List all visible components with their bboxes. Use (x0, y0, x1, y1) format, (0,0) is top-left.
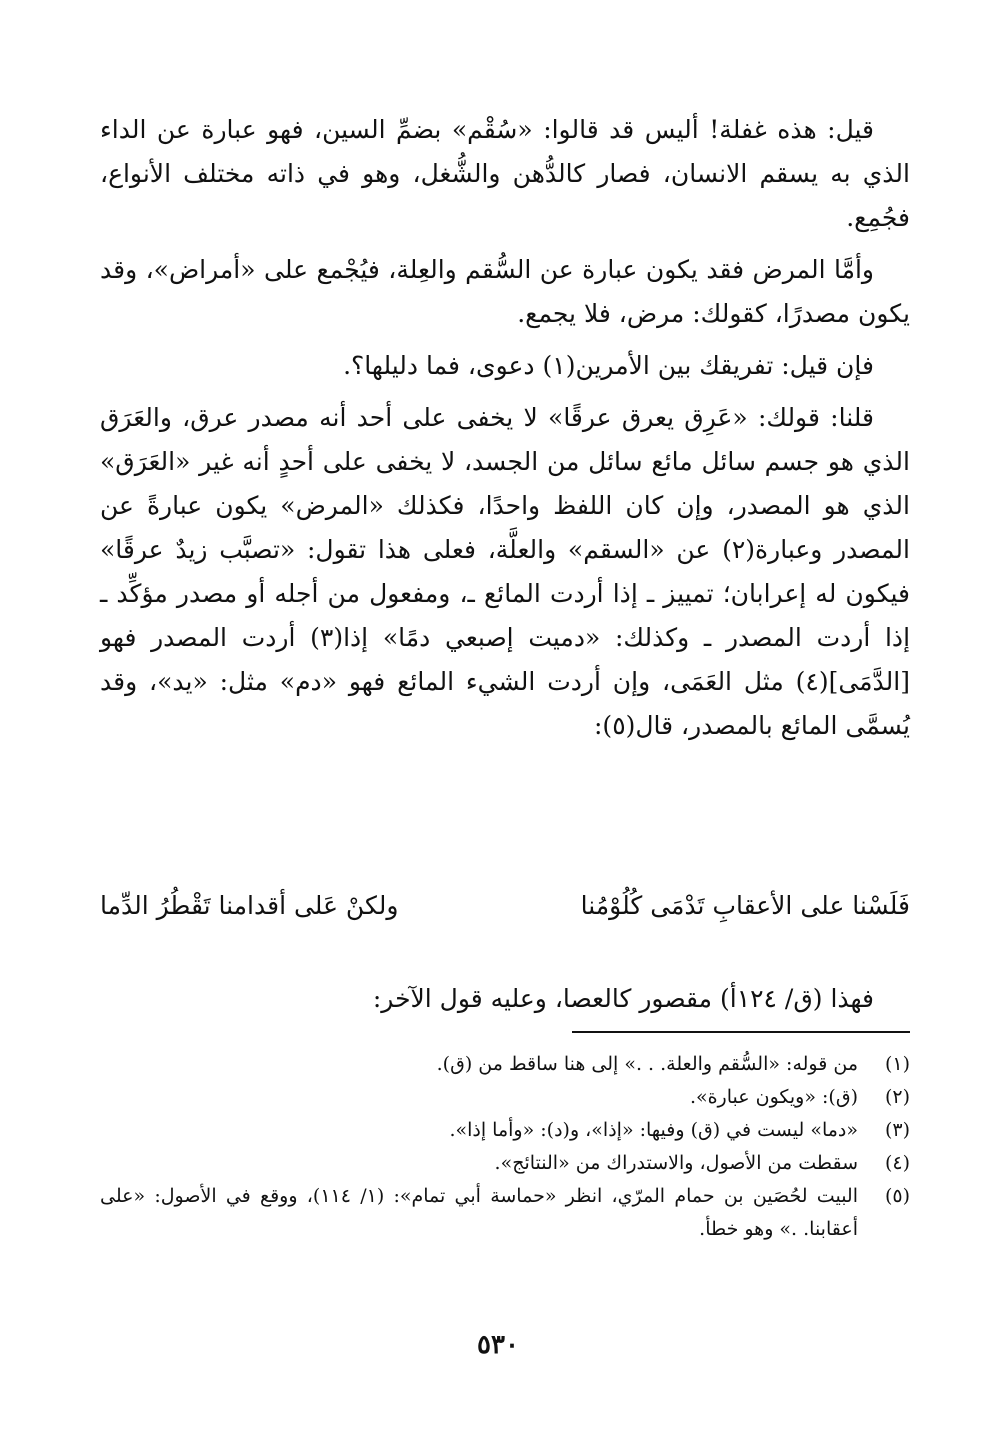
page-number: ٥٣٠ (477, 1330, 519, 1360)
paragraph: قيل: هذه غفلة! أليس قد قالوا: «سُقْم» بضمِّ السين، فهو عبارة عن الداء الذي به يسقم الانسان، فصار كالدُّهن والشُّغل، وهو في ذاته مختلف الأنواع، فجُمِع. (100, 115, 910, 232)
poetry-verse (100, 884, 910, 934)
verse-second-hemistich: ولكنْ عَلى أقدامنا تَقْطُرُ الدِّما (100, 891, 399, 920)
footnote-number: (٤) (884, 1152, 910, 1174)
paragraph: قلنا: قولك: «عَرِق يعرق عرقًا» لا يخفى على أحد أنه مصدر عرق، والعَرَق الذي هو جسم سائل مائع سائل من الجسد، لا يخفى على أحدٍ أنه غير «العَرَق» الذي هو المصدر، وإن كان اللفظ واحدًا، فكذلك «المرض» يكون عبارةً عن المصدر وعبارة(٢) عن «السقم» والعلَّة، فعلى هذا تقول: «تصبَّب زيدٌ عرقًا» فيكون له إعرابان؛ تمييز ـ إذا أردت المائع ـ، ومفعول من أجله أو مصدر مؤكِّد ـ إذا أردت المصدر ـ وكذلك: «دميت إصبعي دمًا» إذا(٣) أردت المصدر فهو [الدَّمَى](٤) مثل العَمَى، وإن أردت الشيء المائع فهو «دم» مثل: «يد»، وقد يُسمَّى المائع بالمصدر، قال(٥): (100, 403, 911, 740)
footnote-item (100, 1147, 910, 1180)
footnote-number: (٣) (884, 1119, 910, 1141)
footnote-text: من قوله: «السُّقم والعلة. . .» إلى هنا ساقط من (ق). (436, 1053, 858, 1075)
footnotes (100, 1048, 910, 1246)
paragraph-after-verse: فهذا (ق/ ١٢٤أ) مقصور كالعصا، وعليه قول الآخر: (372, 984, 874, 1013)
footnote-number: (٢) (884, 1086, 910, 1108)
paragraph: وأمَّا المرض فقد يكون عبارة عن السُّقم والعِلة، فيُجْمع على «أمراض»، وقد يكون مصدرًا، كقولك: مرض، فلا يجمع. (100, 255, 910, 328)
footnote-item (100, 1081, 910, 1114)
footnote-text: سقطت من الأصول، والاستدراك من «النتائج». (494, 1152, 858, 1174)
footnote-text: (ق): «ويكون عبارة». (689, 1086, 858, 1108)
main-text (100, 108, 910, 756)
footnote-text: البيت لحُصَين بن حمام المرّي، انظر «حماسة أبي تمام»: (١/ ١١٤)، ووقع في الأصول: «على أعقابنا. .» وهو خطأ. (100, 1185, 858, 1240)
footnote-item (100, 1180, 910, 1246)
footnote-number: (١) (884, 1053, 910, 1075)
verse-first-hemistich: فَلَسْنا على الأعقابِ تَدْمَى كُلُوْمُنا (580, 891, 910, 920)
footnote-item (100, 1114, 910, 1147)
footnote-text: «دما» ليست في (ق) وفيها: «إذا»، و(د): «وأما إذا». (449, 1119, 858, 1141)
paragraph: فإن قيل: تفريقك بين الأمرين(١) دعوى، فما دليلها؟. (343, 351, 874, 380)
footnote-number: (٥) (884, 1185, 910, 1207)
footnote-separator (572, 1031, 910, 1033)
footnote-item (100, 1048, 910, 1081)
